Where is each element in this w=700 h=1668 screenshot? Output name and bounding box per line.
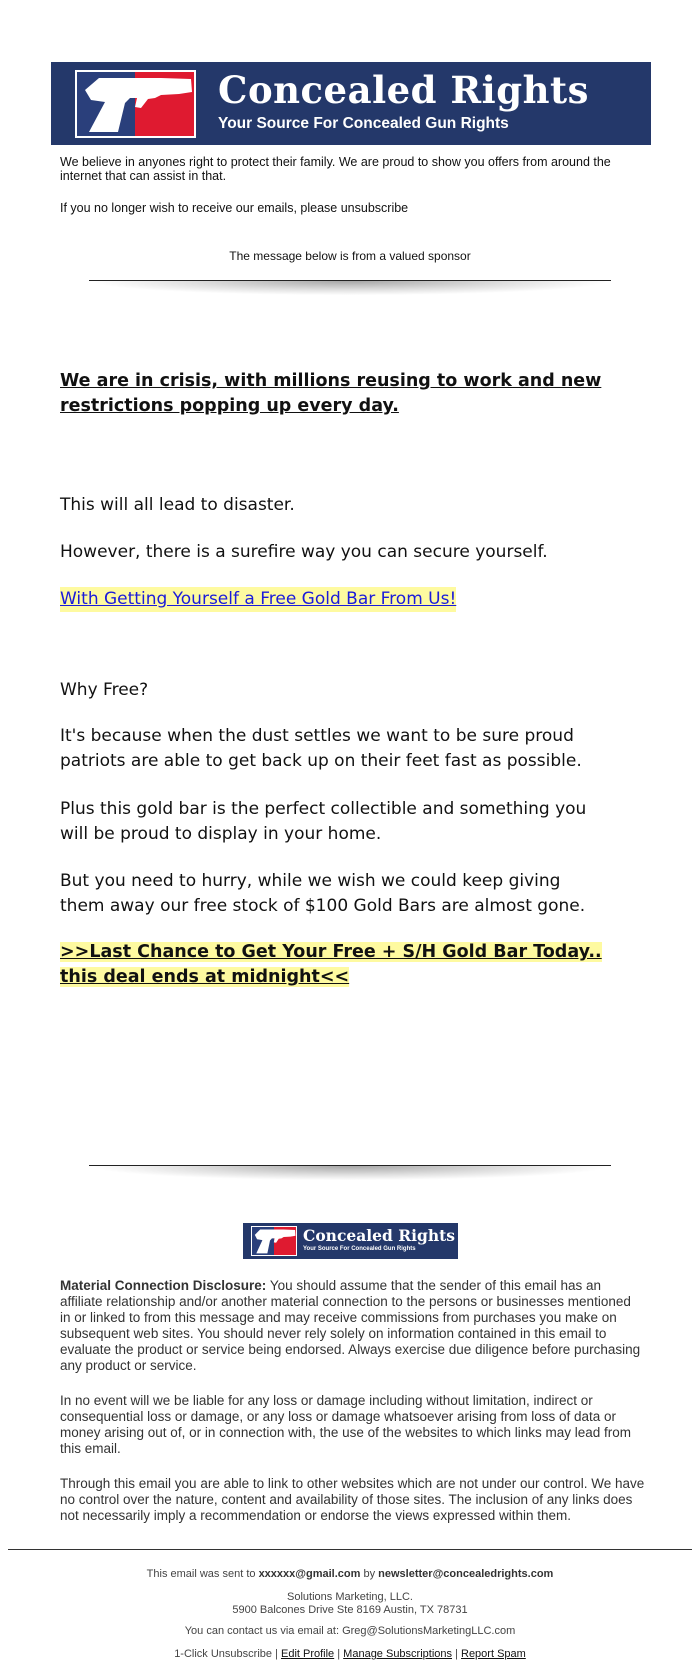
intro-text: We believe in anyones right to protect their family. We are proud to show you offers from around the internet that can assist in that. [60, 155, 611, 183]
gold-bar-link[interactable]: With Getting Yourself a Free Gold Bar From Us! [60, 587, 456, 612]
pistol-icon [75, 70, 196, 138]
headline [60, 369, 660, 419]
liability-paragraph: In no event will we be liable for any loss or damage including without limitation, indirect or consequential loss or damage, or any loss or damage whatsoever arising from loss of data or money arising out of, or in connection with, the use of the websites to which links may lead from this email. [60, 1393, 632, 1456]
company-address: 5900 Balcones Drive Ste 8169 Austin, TX 78731 [232, 1604, 468, 1616]
recipient-email: xxxxxx@gmail.com [258, 1568, 361, 1580]
report-spam-link[interactable]: Report Spam [461, 1648, 526, 1660]
brand-title: Concealed Rights [218, 68, 589, 112]
sponsor-notice: The message below is from a valued sponsor [229, 249, 471, 263]
brand-logo [75, 70, 196, 138]
message-paragraph: Why Free? [60, 680, 149, 700]
unsubscribe-link[interactable]: unsubscribe [340, 201, 409, 215]
brand-tagline: Your Source For Concealed Gun Rights [303, 1246, 416, 1252]
disclosure-paragraph: Material Connection Disclosure: You should assume that the sender of this email has an affiliate relationship and/or another material connection to the persons or businesses mentioned in or linked to from this message and may receive commissions from purchases you make on subsequent web sites. You should never rely solely on information contained in this email to evaluate the product or service being endorsed. Always exercise due diligence before purchasing any product or service. [60, 1278, 641, 1373]
edit-profile-link[interactable]: Edit Profile [280, 1648, 335, 1660]
unsubscribe-prefix: If you no longer wish to receive our emails, please [60, 201, 338, 215]
message-paragraph: It's because when the dust settles we want to be sure proud patriots are able to get back up on their feet fast as possible. [60, 726, 582, 771]
cta-link[interactable] [60, 940, 660, 990]
message-paragraph: However, there is a surefire way you can secure yourself. [60, 542, 548, 562]
pistol-icon [251, 1226, 297, 1256]
header-banner [51, 62, 651, 145]
external-links-paragraph: Through this email you are able to link to other websites which are not under our control. We have no control over the nature, content and availability of those sites. The inclusion of any links does not necessarily imply a recommendation or endorse the views expressed within them. [60, 1476, 645, 1523]
footer-logo-banner [243, 1223, 458, 1259]
disclosure-label: Material Connection Disclosure: [60, 1278, 267, 1293]
divider-shadow [95, 1166, 605, 1180]
headline-line: We are in crisis, with millions reusing to work and new [60, 371, 602, 391]
company-name: Solutions Marketing, LLC. [287, 1591, 413, 1603]
footer-links: 1-Click Unsubscribe | Edit Profile | Manage Subscriptions | Report Spam [174, 1648, 526, 1660]
contact-line: You can contact us via email at: Greg@SolutionsMarketingLLC.com [184, 1625, 516, 1637]
manage-subscriptions-link[interactable]: Manage Subscriptions [343, 1648, 453, 1660]
cta-line[interactable]: this deal ends at midnight<< [60, 967, 350, 987]
headline-line: restrictions popping up every day. [60, 396, 399, 416]
divider-shadow [95, 281, 605, 295]
brand-logo [251, 1226, 297, 1256]
brand-tagline: Your Source For Concealed Gun Rights [218, 115, 509, 132]
sent-to-line: This email was sent to xxxxxx@gmail.com by newsletter@concealedrights.com [146, 1568, 554, 1580]
cta-line[interactable]: >>Last Chance to Get Your Free + S/H Gold Bar Today.. [60, 942, 602, 962]
unsubscribe-line [60, 201, 408, 215]
message-paragraph: Plus this gold bar is the perfect collectible and something you will be proud to display in your home. [60, 799, 587, 844]
brand-title: Concealed Rights [303, 1226, 456, 1245]
message-paragraph: This will all lead to disaster. [60, 495, 295, 515]
one-click-unsubscribe[interactable]: 1-Click Unsubscribe [174, 1648, 272, 1660]
sender-email: newsletter@concealedrights.com [378, 1568, 554, 1580]
message-paragraph: But you need to hurry, while we wish we could keep giving them away our free stock of $100 Gold Bars are almost gone. [60, 871, 586, 916]
footer-divider [8, 1549, 692, 1550]
